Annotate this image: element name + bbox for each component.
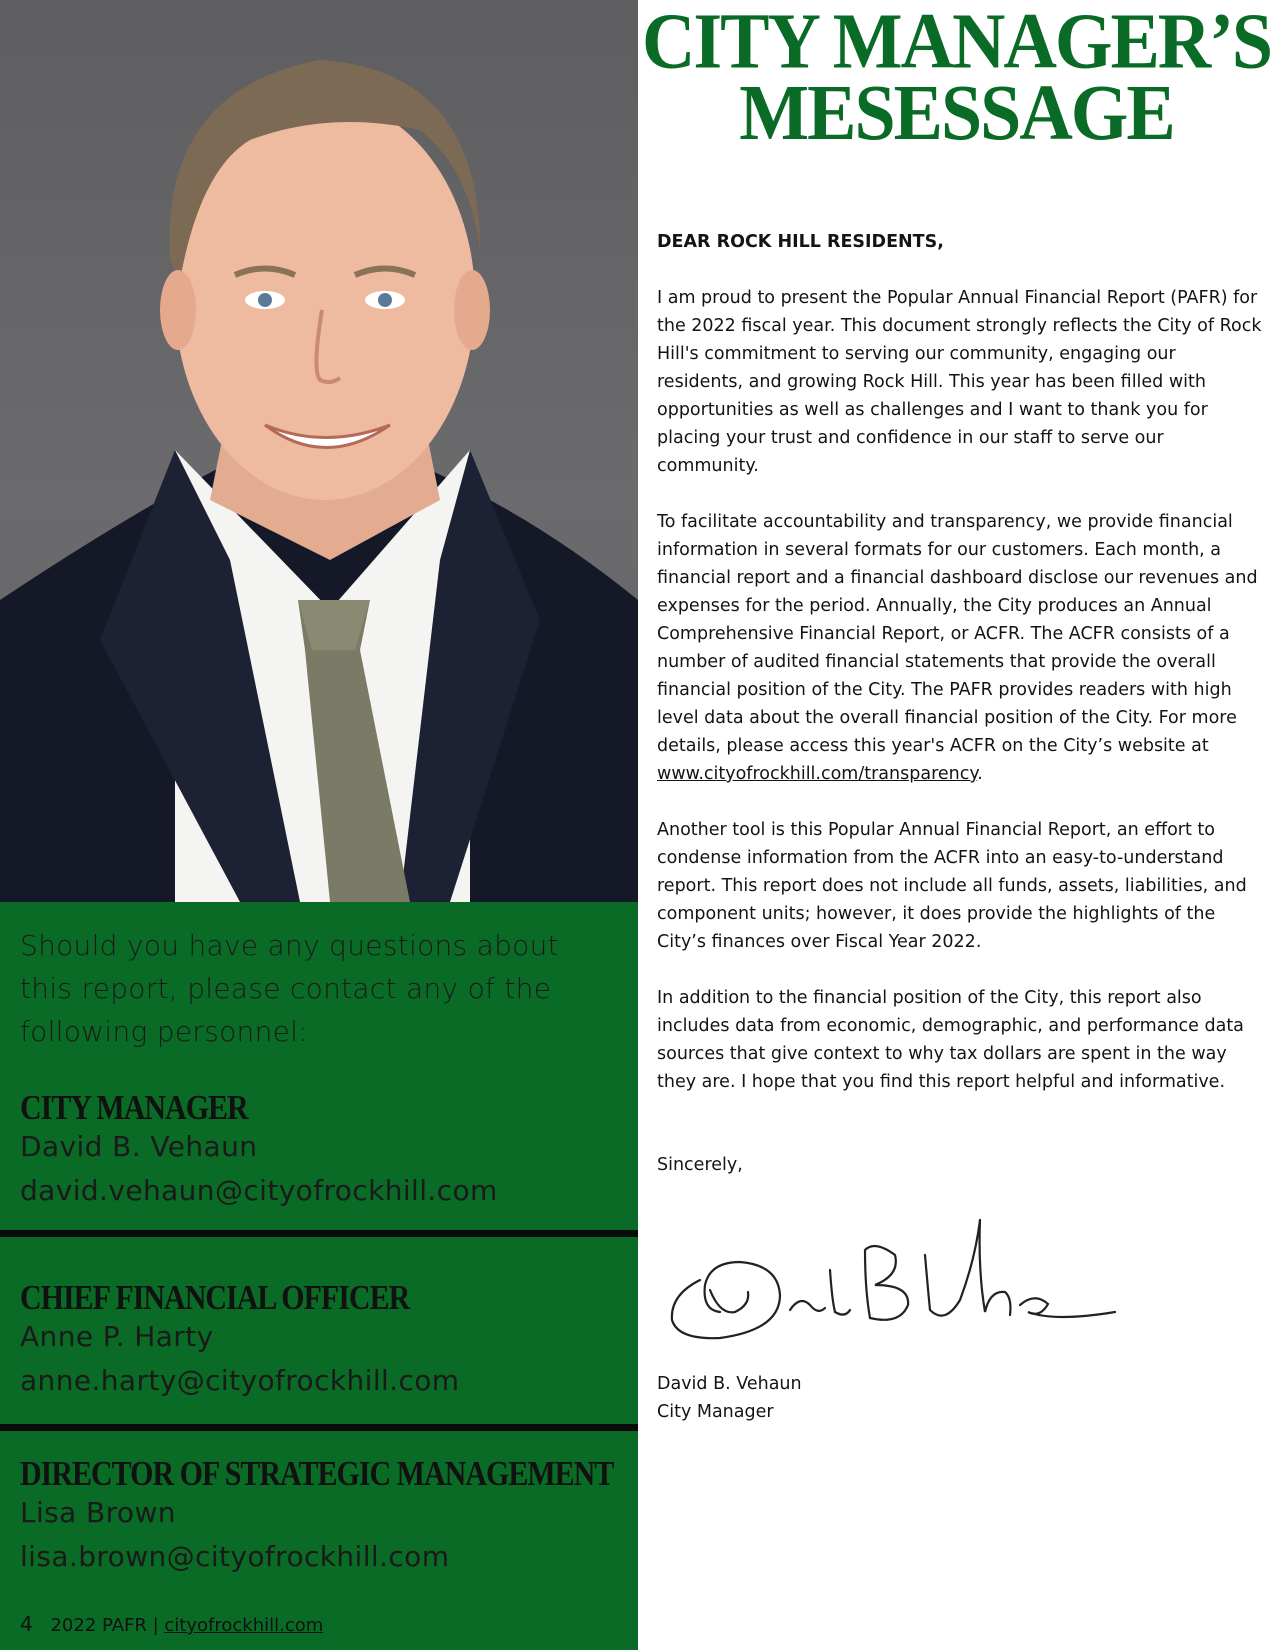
page-footer bbox=[20, 1612, 323, 1636]
letter-paragraph-2 bbox=[657, 508, 1262, 788]
contact-divider bbox=[0, 1424, 638, 1431]
signature-image bbox=[660, 1200, 1120, 1354]
portrait-illustration bbox=[0, 0, 638, 902]
contact-cfo bbox=[20, 1277, 620, 1403]
transparency-link[interactable]: www.cityofrockhill.com/transparency bbox=[657, 764, 978, 784]
site-link[interactable]: cityofrockhill.com bbox=[164, 1615, 324, 1636]
contact-name: Lisa Brown bbox=[20, 1496, 176, 1529]
contact-intro: Should you have any questions about this report, please contact any of the following personnel: bbox=[20, 929, 559, 1048]
contact-email[interactable]: anne.harty@cityofrockhill.com bbox=[20, 1364, 460, 1397]
portrait-photo bbox=[0, 0, 638, 902]
page-title bbox=[638, 0, 1275, 158]
contact-city-manager bbox=[20, 1087, 620, 1213]
page-number: 4 bbox=[20, 1612, 33, 1636]
letter-body bbox=[657, 228, 1262, 1124]
signer-name: David B. Vehaun bbox=[657, 1374, 802, 1394]
contact-panel bbox=[0, 902, 638, 1650]
contact-strategic-director bbox=[20, 1453, 620, 1579]
signature-icon bbox=[660, 1200, 1120, 1350]
letter-paragraph-4: In addition to the financial position of the City, this report also includes data from economic, demographic, and performance data sources that give context to why tax dollars are spent in the way they are. I hope that you find this report helpful and informative. bbox=[657, 988, 1244, 1092]
salutation: DEAR ROCK HILL RESIDENTS, bbox=[657, 232, 944, 252]
contact-name: David B. Vehaun bbox=[20, 1130, 258, 1163]
contact-email[interactable]: lisa.brown@cityofrockhill.com bbox=[20, 1540, 450, 1573]
signer-title: City Manager bbox=[657, 1402, 774, 1422]
closing: Sincerely, bbox=[657, 1155, 743, 1175]
paragraph-2-end: . bbox=[977, 764, 983, 784]
report-label: 2022 PAFR | bbox=[50, 1615, 159, 1636]
contact-role: CITY MANAGER bbox=[20, 1089, 248, 1128]
paragraph-2-text: To facilitate accountability and transparency, we provide financial information in several formats for our customers. Each month, a financial report and a financial dashboard disclose our revenues and expenses for the period. Annually, the City produces an Annual Comprehensive Financial Report, or ACFR. The ACFR consists of a number of audited financial statements that provide the overall financial position of the City. The PAFR provides readers with high level data about the overall financial position of the City. For more details, please access this year's ACFR on the City’s website at bbox=[657, 512, 1258, 756]
letter-paragraph-3: Another tool is this Popular Annual Financial Report, an effort to condense information from the ACFR into an easy-to-understand report. This report does not include all funds, assets, liabilities, and component units; however, it does provide the highlights of the City’s finances over Fiscal Year 2022. bbox=[657, 820, 1247, 952]
letter-paragraph-1: I am proud to present the Popular Annual Financial Report (PAFR) for the 2022 fiscal year. This document strongly reflects the City of Rock Hill's commitment to serving our community, engaging our residents, and growing Rock Hill. This year has been filled with opportunities as well as challenges and I want to thank you for placing your trust and confidence in our staff to serve our community. bbox=[657, 288, 1262, 476]
contact-role: DIRECTOR OF STRATEGIC MANAGEMENT bbox=[20, 1455, 614, 1494]
title-line-2: MESESSAGE bbox=[739, 68, 1174, 158]
contact-name: Anne P. Harty bbox=[20, 1320, 214, 1353]
contact-email[interactable]: david.vehaun@cityofrockhill.com bbox=[20, 1174, 498, 1207]
contact-role: CHIEF FINANCIAL OFFICER bbox=[20, 1279, 410, 1318]
contact-divider bbox=[0, 1230, 638, 1237]
signer-block bbox=[657, 1370, 802, 1426]
title-line-1: CITY MANAGER’S bbox=[641, 0, 1272, 86]
